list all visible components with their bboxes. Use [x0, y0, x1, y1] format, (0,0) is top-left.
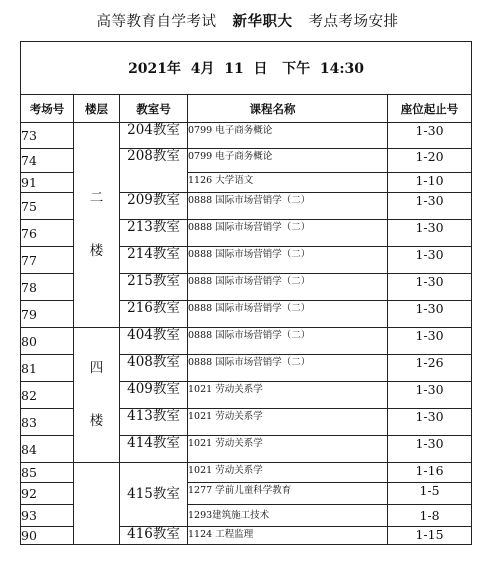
seat-range: 1-5: [419, 483, 440, 498]
course-name: 1124 工程监理: [188, 529, 254, 540]
seat-range: 1-30: [415, 382, 444, 397]
room-number: 78: [21, 274, 74, 301]
course-name: 0799 电子商务概论: [188, 125, 273, 136]
room-number: 91: [21, 173, 74, 193]
exam-time: 2021年 4月 11 日 下午 14:30: [21, 42, 472, 95]
classroom: 216教室: [127, 300, 180, 316]
exam-schedule-table: [20, 41, 472, 545]
classroom: 404教室: [127, 327, 180, 343]
exam-time-row: [21, 42, 472, 95]
classroom: 409教室: [127, 381, 180, 397]
course-name: 1021 劳动关系学: [188, 411, 263, 422]
classroom: 204教室: [127, 122, 180, 138]
room-number: 81: [21, 355, 74, 382]
room-number: 82: [21, 382, 74, 409]
classroom: 408教室: [127, 354, 180, 370]
floor-label: 二: [89, 190, 104, 207]
floor-cell-4f: [74, 328, 120, 463]
seat-range: 1-30: [415, 328, 444, 343]
course-name: 0888 国际市场营销学（二）: [188, 276, 311, 287]
room-number: 84: [21, 436, 74, 463]
floor-label: 楼: [89, 243, 104, 259]
classroom: 214教室: [127, 246, 180, 262]
floor-cell-blank: [74, 463, 120, 545]
course-name: 1293建筑施工技术: [188, 510, 270, 521]
seat-range: 1-30: [415, 247, 444, 262]
header-room-no: 考场号: [21, 95, 74, 123]
table-row: [21, 463, 472, 483]
header-classroom: 教室号: [120, 95, 188, 123]
header-floor: 楼层: [74, 95, 120, 123]
course-name: 0888 国际市场营销学（二）: [188, 303, 311, 314]
room-number: 85: [21, 463, 74, 483]
classroom: 208教室: [127, 148, 180, 164]
seat-range: 1-16: [415, 463, 444, 478]
course-name: 0799 电子商务概论: [188, 151, 273, 162]
classroom: 215教室: [127, 273, 180, 289]
header-seats: 座位起止号: [388, 95, 472, 123]
seat-range: 1-30: [415, 274, 444, 289]
table-header: [21, 95, 472, 123]
room-number: 79: [21, 301, 74, 328]
title-exam-type: 高等教育自学考试: [96, 14, 217, 30]
floor-label: 楼: [89, 413, 104, 429]
seat-range: 1-30: [415, 301, 444, 316]
classroom: 213教室: [127, 219, 180, 235]
course-name: 1021 劳动关系学: [188, 438, 263, 449]
course-name: 1126 大学语文: [188, 175, 254, 186]
seat-range: 1-30: [415, 123, 444, 138]
seat-range: 1-30: [415, 436, 444, 451]
classroom: 415教室: [127, 486, 180, 502]
floor-cell-2f: [74, 123, 120, 328]
seat-range: 1-20: [415, 149, 444, 164]
seat-range: 1-8: [419, 508, 440, 523]
page-title: [0, 10, 495, 31]
room-number: 76: [21, 220, 74, 247]
classroom: 416教室: [127, 526, 180, 542]
seat-range: 1-30: [415, 193, 444, 208]
seat-range: 1-30: [415, 409, 444, 424]
course-name: 1277 学前儿童科学教育: [188, 485, 292, 496]
course-name: 0888 国际市场营销学（二）: [188, 195, 311, 206]
seat-range: 1-26: [415, 355, 444, 370]
header-course: 课程名称: [188, 95, 388, 123]
course-name: 1021 劳动关系学: [188, 465, 263, 476]
seat-range: 1-15: [415, 527, 444, 542]
title-school: 新华职大: [232, 13, 293, 30]
course-name: 0888 国际市场营销学（二）: [188, 222, 311, 233]
classroom: 413教室: [127, 408, 180, 424]
classroom: 414教室: [127, 435, 180, 451]
room-number: 93: [21, 505, 74, 527]
room-number: 77: [21, 247, 74, 274]
seat-range: 1-30: [415, 220, 444, 235]
course-name: 0888 国际市场营销学（二）: [188, 249, 311, 260]
title-arrangement: 考点考场安排: [308, 14, 399, 30]
course-name: 1021 劳动关系学: [188, 384, 263, 395]
course-name: 0888 国际市场营销学（二）: [188, 330, 311, 341]
room-number: 90: [21, 527, 74, 545]
floor-label: 四: [89, 360, 104, 377]
room-number: 83: [21, 409, 74, 436]
classroom: 209教室: [127, 192, 180, 208]
course-name: 0888 国际市场营销学（二）: [188, 357, 311, 368]
room-number: 74: [21, 149, 74, 173]
seat-range: 1-10: [415, 173, 444, 188]
room-number: 92: [21, 483, 74, 505]
table-row: [21, 328, 472, 355]
room-number: 80: [21, 328, 74, 355]
table-row: [21, 123, 472, 149]
room-number: 75: [21, 193, 74, 220]
room-number: 73: [21, 123, 74, 149]
